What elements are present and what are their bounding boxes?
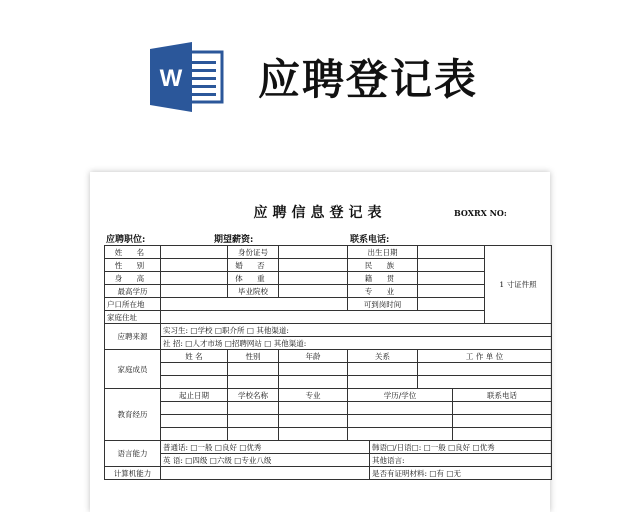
native-place-field[interactable] [418, 272, 485, 285]
birth-date-label: 出生日期 [348, 246, 418, 259]
table-row [105, 415, 552, 428]
lang-label: 语言能力 [105, 441, 161, 467]
position-label: 应聘职位: [106, 235, 146, 245]
education-label: 最高学历 [105, 285, 161, 298]
family-cell[interactable] [279, 376, 348, 389]
table-row [105, 337, 552, 350]
family-label: 家庭成员 [105, 350, 161, 389]
family-col-employer: 工 作 单 位 [418, 350, 552, 363]
hukou-label: 户口所在地 [105, 298, 161, 311]
lang-other[interactable]: 其他语言: [370, 454, 552, 467]
start-date-field[interactable] [418, 298, 485, 311]
table-row [105, 441, 552, 454]
form-sheet [90, 172, 550, 512]
family-cell[interactable] [348, 376, 418, 389]
table-row [105, 389, 552, 402]
table-row [105, 259, 552, 272]
lang-english[interactable]: 英 语: □四级 □六级 □专业八级 [161, 454, 370, 467]
edu-col-school: 学校名称 [228, 389, 279, 402]
family-cell[interactable] [279, 363, 348, 376]
family-cell[interactable] [418, 376, 552, 389]
education-field[interactable] [161, 285, 228, 298]
native-place-label: 籍 贯 [348, 272, 418, 285]
table-row [105, 402, 552, 415]
edu-cell[interactable] [348, 402, 453, 415]
family-cell[interactable] [228, 376, 279, 389]
edu-cell[interactable] [348, 415, 453, 428]
registration-table [104, 245, 552, 480]
gender-label: 性 别 [105, 259, 161, 272]
edu-col-phone: 联系电话 [453, 389, 552, 402]
source-intern[interactable]: 实习生: □学校 □职介所 □ 其他渠道: [161, 324, 552, 337]
form-number: BOXRX NO: [454, 208, 507, 218]
source-social[interactable]: 社 招: □人才市场 □招聘网站 □ 其他渠道: [161, 337, 552, 350]
table-row [105, 454, 552, 467]
edu-col-degree: 学历/学位 [348, 389, 453, 402]
edu-cell[interactable] [279, 415, 348, 428]
gender-field[interactable] [161, 259, 228, 272]
edu-cell[interactable] [228, 415, 279, 428]
edu-cell[interactable] [161, 428, 228, 441]
edu-col-dates: 起止日期 [161, 389, 228, 402]
ethnicity-field[interactable] [418, 259, 485, 272]
edu-cell[interactable] [161, 415, 228, 428]
table-row [105, 350, 552, 363]
logo-letter: W [159, 65, 183, 92]
table-row [105, 363, 552, 376]
family-col-relation: 关系 [348, 350, 418, 363]
photo-box[interactable]: 1 寸证件照 [485, 246, 552, 324]
page-title: 应聘登记表 [258, 55, 479, 104]
edu-cell[interactable] [228, 402, 279, 415]
ethnicity-label: 民 族 [348, 259, 418, 272]
birth-date-field[interactable] [418, 246, 485, 259]
hukou-field[interactable] [161, 298, 348, 311]
marriage-label: 婚 否 [228, 259, 279, 272]
family-col-name: 姓 名 [161, 350, 228, 363]
start-date-label: 可到岗时间 [348, 298, 418, 311]
edu-cell[interactable] [279, 428, 348, 441]
edu-cell[interactable] [453, 415, 552, 428]
table-row [105, 467, 552, 480]
id-field[interactable] [279, 246, 348, 259]
family-cell[interactable] [348, 363, 418, 376]
name-label: 姓 名 [105, 246, 161, 259]
address-field[interactable] [161, 311, 485, 324]
edu-cell[interactable] [348, 428, 453, 441]
school-field[interactable] [279, 285, 348, 298]
id-label: 身份证号 [228, 246, 279, 259]
table-row [105, 311, 552, 324]
edu-col-major: 专业 [279, 389, 348, 402]
salary-label: 期望薪资: [214, 235, 254, 245]
lang-mandarin[interactable]: 普通话: □一般 □良好 □优秀 [161, 441, 370, 454]
edu-cell[interactable] [161, 402, 228, 415]
family-cell[interactable] [161, 376, 228, 389]
header [0, 0, 640, 165]
height-field[interactable] [161, 272, 228, 285]
school-label: 毕业院校 [228, 285, 279, 298]
certificate-field[interactable]: 是否有证明材料: □有 □无 [370, 467, 552, 480]
edu-label: 教育经历 [105, 389, 161, 441]
table-row [105, 272, 552, 285]
table-row [105, 324, 552, 337]
edu-cell[interactable] [453, 402, 552, 415]
table-row [105, 376, 552, 389]
edu-cell[interactable] [453, 428, 552, 441]
table-row [105, 298, 552, 311]
computer-field[interactable] [161, 467, 370, 480]
computer-label: 计算机能力 [105, 467, 161, 480]
weight-field[interactable] [279, 272, 348, 285]
form-title: 应聘信息登记表 [253, 205, 387, 221]
height-label: 身 高 [105, 272, 161, 285]
family-cell[interactable] [228, 363, 279, 376]
source-label: 应聘来源 [105, 324, 161, 350]
family-cell[interactable] [161, 363, 228, 376]
marriage-field[interactable] [279, 259, 348, 272]
major-label: 专 业 [348, 285, 418, 298]
edu-cell[interactable] [228, 428, 279, 441]
lang-korean-japanese[interactable]: 韩语□/日语□: □一般 □良好 □优秀 [370, 441, 552, 454]
word-icon [148, 42, 228, 112]
address-label: 家庭住址 [105, 311, 161, 324]
major-field[interactable] [418, 285, 485, 298]
family-cell[interactable] [418, 363, 552, 376]
table-row [105, 428, 552, 441]
table-row [105, 246, 552, 259]
weight-label: 体 重 [228, 272, 279, 285]
family-col-age: 年龄 [279, 350, 348, 363]
edu-cell[interactable] [279, 402, 348, 415]
table-row [105, 285, 552, 298]
family-col-gender: 性别 [228, 350, 279, 363]
phone-label: 联系电话: [350, 235, 390, 245]
name-field[interactable] [161, 246, 228, 259]
